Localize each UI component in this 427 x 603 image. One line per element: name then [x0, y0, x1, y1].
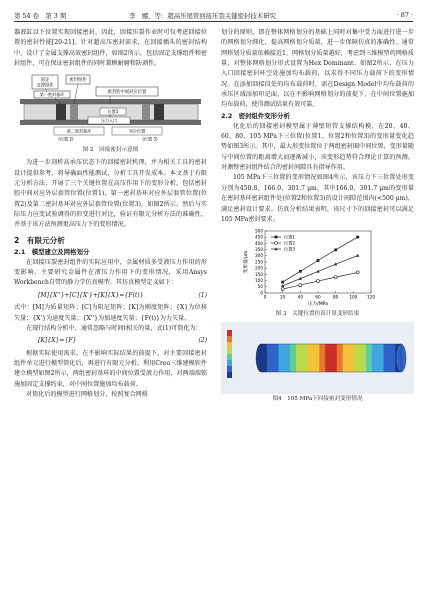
- contour-band: [389, 344, 395, 372]
- page-number: · 87 ·: [396, 11, 413, 19]
- position1-label: 位置1: [107, 109, 119, 115]
- position2-label: (位置 2): [58, 136, 74, 142]
- contour-legend-swatch: [227, 366, 232, 372]
- paragraph: 化化后的回接密封模型属于薄壁短管支撑结构模，在20、40、60、80、105 MPa下三位置(位置1、位置2和位置3)的变形量变化趋势如图3所示。其中，最大形变位置位于两组密封圈中间位置，变形量随与中间位置的距离增大而逐渐减小，该变形趋势符合理论计算的预测。对测整密封组件结合的密封间隙具有指导作用。: [221, 122, 414, 172]
- series-line-3: [283, 256, 358, 286]
- contour-band: [349, 344, 355, 372]
- y-tick-label: 350: [255, 247, 263, 253]
- x-tick-label: 100: [349, 294, 358, 300]
- contour-band: [319, 344, 325, 372]
- plot-frame: [265, 231, 371, 293]
- section-heading: 2 有限元分析: [14, 235, 65, 245]
- data-point: [281, 288, 284, 291]
- paragraph: 在回接压裂密封组件的实际应用中，金属材质多受液压力作用的形变影响。主要研究金属件在液压力作用下的变形情况，采用Ansys Workbench自带的静力学仿真模型，其仿真模型定义如下：: [14, 258, 207, 287]
- equation-1: [14, 291, 207, 301]
- simulation-svg: [221, 322, 414, 394]
- x-tick-label: 20: [279, 294, 286, 300]
- paragraph: 为进一步剖析高承压状态下的回接密封机理，并为相关工具的密封设计提供参考，将导确面性能测试，分析工具开发成本。本文基于有限元分析方法，开展了三个关键位置在高压作用下的变形分析，包括密封腔中间对应外层套管位置(位置1)、第一密封基环对应外层套管位置(位置2)及第二密封基环对应外层套管位置(位置3)，如图2所示。然后与实际压力应变试验调得的形变进行对比，验证有限元分析方法的准确性，并基于该方法预测更高压力下的变形情况。: [14, 159, 207, 229]
- pressure-inlet-label: 压力入口: [100, 118, 118, 124]
- legend-marker: [275, 236, 278, 239]
- subsection-heading: 2.1 模型建立及网格划分: [14, 247, 90, 256]
- contour-band: [360, 344, 366, 372]
- seal-schematic-svg: [14, 69, 207, 145]
- seal-ring-1: [56, 104, 66, 120]
- legend-label: 位置2: [284, 240, 296, 246]
- equation-2: [14, 336, 207, 346]
- contour-band: [267, 344, 273, 372]
- data-point: [356, 271, 359, 274]
- contour-band: [284, 344, 290, 372]
- data-point: [356, 254, 359, 257]
- legend-label: 位置1: [284, 234, 296, 240]
- data-point: [299, 284, 302, 287]
- contour-band: [302, 344, 308, 372]
- seal-schematic-figure: [14, 69, 207, 145]
- contour-legend-swatch: [227, 348, 232, 354]
- deformation-chart: [221, 225, 414, 309]
- seal-component-label: 密封组件: [69, 78, 87, 84]
- deformation-chart-svg: [221, 225, 414, 309]
- y-tick-label: 450: [255, 234, 263, 240]
- equation-number: (2): [198, 337, 207, 345]
- left-column: [14, 28, 207, 400]
- x-tick-label: 80: [332, 294, 339, 300]
- data-point: [334, 249, 337, 252]
- contour-legend-swatch: [227, 330, 232, 336]
- legend-marker: [275, 242, 278, 245]
- contour-band: [354, 344, 360, 372]
- data-point: [317, 259, 320, 262]
- contour-band: [366, 344, 372, 372]
- y-tick-label: 400: [255, 240, 263, 246]
- equation-number: (1): [198, 291, 207, 299]
- contour-legend-swatch: [227, 372, 232, 378]
- y-tick-label: 250: [255, 259, 263, 265]
- contour-band: [296, 344, 302, 372]
- data-point: [281, 281, 284, 284]
- contour-band: [343, 344, 349, 372]
- data-point: [299, 270, 302, 273]
- y-tick-label: 50: [257, 284, 263, 290]
- fixed-support-label: 固定: [40, 78, 50, 84]
- seal-ring-2: [70, 104, 78, 120]
- outer-casing-top: [20, 99, 201, 104]
- simulation-figure: [221, 322, 414, 394]
- seal-cavity-label: 密封腔中间对应位置: [107, 90, 147, 96]
- paragraph: 式中：[M]为质量矩阵；[C]为阻尼矩阵；[K]为刚度矩阵；{X}为位移矢量；{X'}为速度矢量；{X''}为加速度矢量；{F(t)}为力矢量。: [14, 304, 207, 322]
- article-running-title: 李 娜，等：超高压尾管回接压裂关键密封技术研究: [129, 12, 276, 20]
- x-axis-label: 压力/MPa: [307, 302, 329, 308]
- x-tick-label: 120: [367, 294, 375, 300]
- running-header: [14, 8, 413, 22]
- right-column: [221, 28, 414, 407]
- y-axis-label: 变形量/μm: [244, 250, 249, 274]
- contour-legend-swatch: [227, 354, 232, 360]
- contour-band: [279, 344, 285, 372]
- y-tick-label: 0: [260, 290, 263, 296]
- position3-label: (位置 3): [142, 136, 158, 142]
- y-tick-label: 300: [255, 253, 263, 259]
- subsection-heading: 2.2 密封组件变形分析: [221, 111, 290, 120]
- paragraph: 105 MPa下三位置的变形情况如图4所示，该压力下三位置处形变分别为450.8、166.0、301.7 μm，其中166.0、301.7 μm的变形量在密封基环密封组件处(位置2和位置3)的设计间隙范围内(<500 μm)，满足密封设计要求。仿真分析结果表明，该尺寸下的回接密封可以满足105 MPa密封要求。: [221, 174, 414, 223]
- seal-ring-4: [154, 104, 164, 120]
- equation-body: [K]{X}={F}: [38, 337, 77, 345]
- contour-legend-swatch: [227, 336, 232, 342]
- corresponding-position-label: 对应位置: [128, 128, 146, 134]
- journal-volume: 第 54 卷 第 3 期: [14, 12, 67, 20]
- paragraph: 器液缸以下位置实现回接密封，因此，回接压裂作业时可仅考虑回接位置的密封性能[20-21]。针对超高压密封需求，在回接插头的密封结构中，设计了金属支撑高效密封组件，如图2所示，包括固定支撑组件和密封组件，可在保证密封组件的同时兼顾耐磨和防剥性。: [14, 29, 207, 68]
- contour-band: [325, 344, 331, 372]
- paragraph: 对简化后的模型进行网格划分，按照复合网格: [26, 390, 148, 398]
- equation-body: [M]{X''}+[C]{X'}+[K]{X}={F(t)}: [38, 291, 144, 299]
- contour-legend-swatch: [227, 360, 232, 366]
- data-point: [317, 280, 320, 283]
- y-tick-label: 100: [255, 278, 263, 284]
- x-tick-label: 60: [315, 294, 321, 300]
- seal-ring-3: [142, 104, 150, 120]
- contour-band: [372, 344, 378, 372]
- first-seal-base-label: 第一密封基环: [39, 92, 65, 98]
- contour-band: [273, 344, 279, 372]
- paragraph: 在现行结构分析中，通常忽略与时间t相关的量，式(1)可简化为：: [26, 324, 202, 332]
- contour-band: [384, 344, 390, 372]
- contour-band: [378, 344, 384, 372]
- figure2-caption: 图 2 回接密封示意图: [82, 147, 139, 154]
- x-tick-label: 40: [297, 294, 304, 300]
- paragraph: 根据实际使用需求，在不影响实际结果的前提下，对主要回接密封组件单元进行模型简化后，再进行有限元分析。利用Creo三维建模软件建立模型如图2所示，两组密封基环的中间位置受液力作用，对两端端锁施加固定支撑约束，对中间位置施加均布载荷。: [14, 349, 207, 388]
- contour-band: [337, 344, 343, 372]
- y-tick-label: 150: [255, 271, 263, 277]
- contour-band: [331, 344, 337, 372]
- contour-band: [308, 344, 314, 372]
- data-point: [356, 236, 359, 239]
- paragraph: 划分的原则，即在整体网格划分的基础上同时对集中受力面进行进一步的网格划分细化，提高网格划分质量，进一步保障仿真的准确性。通常网格划分质量依赖接近1，网格划分质量越好，考虑到三维模型的网格质量，对整体网格划分形式设置为Hex Dominant。如图2所示，在压力入口回接密封环空处施加均布载荷，以求得不同压力载荷下的变形情况。在添加回接段处的均布载荷时，需在Design Model中均布载荷的承压区域添加印记面，以在不影响网格划分的前提下，在中间位置施加均布载荷，使得测试结果有效可靠。: [221, 29, 414, 109]
- y-tick-label: 200: [255, 265, 263, 271]
- fixed-support-label-2: 支撑组件: [36, 83, 54, 89]
- data-point: [334, 276, 337, 279]
- second-seal-base-label: 第二密封基环: [66, 128, 92, 134]
- figure3-caption: 图 3 关键位置仿真计算变形结果: [275, 311, 360, 318]
- y-tick-label: 500: [255, 228, 263, 234]
- contour-band: [290, 344, 296, 372]
- x-tick-label: 0: [263, 294, 267, 300]
- figure4-caption: 图4 105 MPa下回接密封变形情况: [272, 396, 363, 403]
- legend-label: 位置3: [284, 246, 296, 252]
- contour-legend-swatch: [227, 342, 232, 348]
- contour-band: [314, 344, 320, 372]
